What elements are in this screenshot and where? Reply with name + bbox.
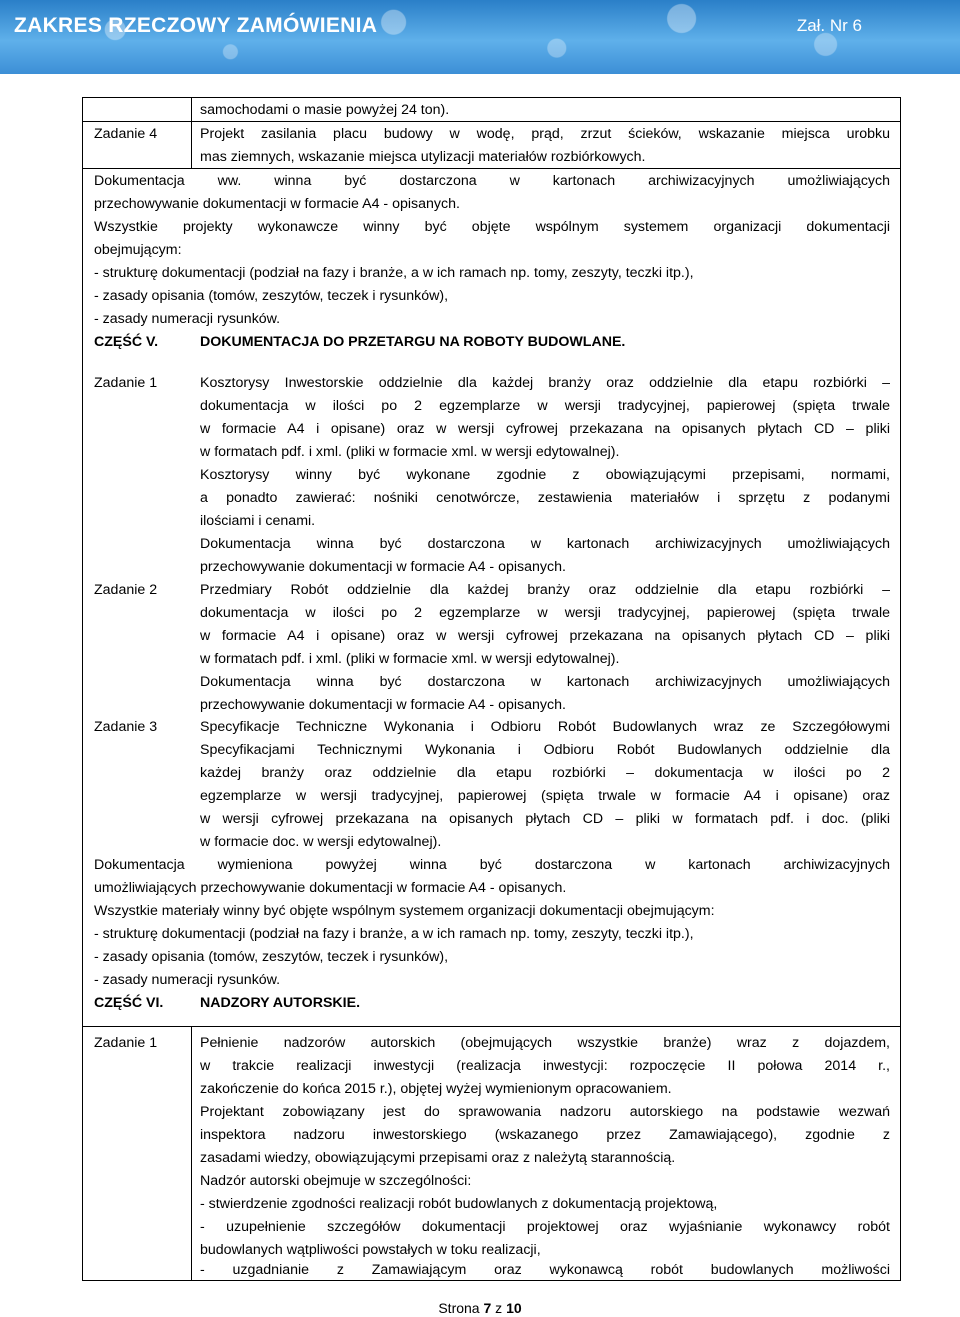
text-line: przechowywanie dokumentacji w formacie A4 - opisanych.	[200, 559, 566, 575]
text-line: Dokumentacja winna być dostarczona w kartonach archiwizacyjnych umożliwiających	[200, 674, 890, 690]
table-row-divider	[82, 168, 901, 169]
text-line: zakończenie do końca 2015 r.), objętej wyżej wymienionym opracowaniem.	[200, 1081, 672, 1097]
text-line: Nadzór autorski obejmuje w szczególności:	[200, 1173, 472, 1189]
text-line: Dokumentacja wymieniona powyżej winna być dostarczona w kartonach archiwizacyjnych	[94, 857, 890, 873]
section-label: CZĘŚĆ VI.	[94, 995, 164, 1011]
text-line: mas ziemnych, wskazanie miejsca utylizacji materiałów rozbiórkowych.	[200, 149, 646, 165]
section-title: DOKUMENTACJA DO PRZETARGU NA ROBOTY BUDOWLANE.	[200, 334, 626, 350]
text-line: egzemplarze w wersji tradycyjnej, papierowej (spięta trwale w formacie A4 i opisane) oraz	[200, 788, 890, 804]
text-line: Projekt zasilania placu budowy w wodę, prąd, zrzut ścieków, wskazanie miejsca urobku	[200, 126, 890, 142]
page-footer	[0, 1300, 960, 1316]
text-line: ilościami i cenami.	[200, 513, 316, 529]
text-line: Pełnienie nadzorów autorskich (obejmujących wszystkie branże) wraz z dojazdem,	[200, 1035, 890, 1051]
task-label: Zadanie 1	[94, 375, 158, 391]
text-line: Przedmiary Robót oddzielnie dla każdej branży oraz oddzielnie dla etapu rozbiórki –	[200, 582, 890, 598]
page-separator: z	[495, 1300, 503, 1316]
text-line: w formacie A4 i opisane) oraz w wersji cyfrowej przekazana na opisanych płytach CD – pliki	[200, 421, 890, 437]
page-prefix: Strona	[438, 1300, 480, 1316]
attachment-number: Zał. Nr 6	[796, 16, 862, 35]
table-border-right	[900, 97, 901, 1280]
text-line: budowlanych wątpliwości powstałych w toku realizacji,	[200, 1242, 541, 1258]
text-line: w formatach pdf. i xml. (pliki w formacie xml. w wersji edytowalnej).	[200, 444, 620, 460]
text-line: Specyfikacjami Technicznymi Wykonania i Odbioru Robót Budowlanych oddzielnie dla	[200, 742, 890, 758]
text-line: w formacie A4 i opisane) oraz w wersji cyfrowej przekazana na opisanych płytach CD – pliki	[200, 628, 890, 644]
table-border-top	[82, 97, 901, 98]
page-total: 10	[506, 1300, 522, 1316]
text-line: inspektora nadzoru inwestorskiego (wskazanego przez Zamawiającego), zgodnie z	[200, 1127, 890, 1143]
text-line: w formacie doc. w wersji edytowalnej).	[200, 834, 442, 850]
list-item: - zasady opisania (tomów, zeszytów, teczek i rysunków),	[94, 288, 449, 304]
text-line: Specyfikacje Techniczne Wykonania i Odbioru Robót Budowlanych wraz ze Szczegółowymi	[200, 719, 890, 735]
text-line: Wszystkie projekty wykonawcze winny być objęte wspólnym systemem organizacji dokumentacji	[94, 219, 890, 235]
task-label: Zadanie 1	[94, 1035, 158, 1051]
table-column-divider	[191, 1026, 192, 1280]
section-title: NADZORY AUTORSKIE.	[200, 995, 361, 1011]
text-line: obejmującym:	[94, 242, 182, 258]
header-banner	[0, 0, 960, 74]
list-item: - uzgadnianie z Zamawiającym oraz wykonawcą robót budowlanych możliwości	[200, 1262, 890, 1278]
text-line: dokumentacja w ilości po 2 egzemplarze w wersji tradycyjnej, papierowej (spięta trwale	[200, 605, 890, 621]
text-line: Kosztorysy Inwestorskie oddzielnie dla każdej branży oraz oddzielnie dla etapu rozbiórki –	[200, 375, 890, 391]
text-line: Wszystkie materiały winny być objęte wspólnym systemem organizacji dokumentacji obejmującym:	[94, 903, 715, 919]
text-line: przechowywanie dokumentacji w formacie A4 - opisanych.	[200, 697, 566, 713]
table-column-divider	[191, 97, 192, 168]
task-label: Zadanie 2	[94, 582, 158, 598]
text-line: przechowywanie dokumentacji w formacie A4 - opisanych.	[94, 196, 460, 212]
list-item: - zasady opisania (tomów, zeszytów, teczek i rysunków),	[94, 949, 449, 965]
text-line: dokumentacja w ilości po 2 egzemplarze w wersji tradycyjnej, papierowej (spięta trwale	[200, 398, 890, 414]
list-item: - strukturę dokumentacji (podział na fazy i branże, a w ich ramach np. tomy, zeszyty, teczki itp.),	[94, 265, 694, 281]
text-line: w trakcie realizacji inwestycji (realizacja inwestycji: rozpoczęcie II połowa 2014 r.,	[200, 1058, 890, 1074]
task-label: Zadanie 4	[94, 126, 158, 142]
list-item: - zasady numeracji rysunków.	[94, 311, 281, 327]
table-border-bottom	[82, 1280, 901, 1281]
text-line: Dokumentacja ww. winna być dostarczona w kartonach archiwizacyjnych umożliwiających	[94, 173, 890, 189]
list-item: - strukturę dokumentacji (podział na fazy i branże, a w ich ramach np. tomy, zeszyty, teczki itp.),	[94, 926, 694, 942]
text-line: a ponadto zawierać: nośniki cenotwórcze, zestawienia materiałów i sprzętu z podanymi	[200, 490, 890, 506]
list-item: - stwierdzenie zgodności realizacji robót budowlanych z dokumentacją projektową,	[200, 1196, 718, 1212]
list-item: - uzupełnienie szczegółów dokumentacji projektowej oraz wyjaśnianie wykonawcy robót	[200, 1219, 890, 1235]
document-title: ZAKRES RZECZOWY ZAMÓWIENIA	[14, 14, 378, 37]
text-line: samochodami o masie powyżej 24 ton).	[200, 102, 450, 118]
text-line: Projektant zobowiązany jest do sprawowania nadzoru autorskiego na podstawie wezwań	[200, 1104, 890, 1120]
text-line: każdej branży oraz oddzielnie dla etapu rozbiórki – dokumentacja w ilości po 2	[200, 765, 890, 781]
text-line: w wersji cyfrowej przekazana na opisanych płytach CD – pliki w formatach pdf. i doc. (pliki	[200, 811, 890, 827]
section-label: CZĘŚĆ V.	[94, 334, 159, 350]
table-row-divider	[82, 1026, 901, 1027]
text-line: Dokumentacja winna być dostarczona w kartonach archiwizacyjnych umożliwiających	[200, 536, 890, 552]
table-row-divider	[82, 121, 901, 122]
text-line: Kosztorysy winny być wykonane zgodnie z obowiązującymi przepisami, normami,	[200, 467, 890, 483]
table-border-left	[82, 97, 83, 1280]
text-line: umożliwiających przechowywanie dokumentacji w formacie A4 - opisanych.	[94, 880, 567, 896]
text-line: zasadami wiedzy, obowiązującymi przepisami oraz z należytą starannością.	[200, 1150, 676, 1166]
text-line: w formatach pdf. i xml. (pliki w formacie xml. w wersji edytowalnej).	[200, 651, 620, 667]
page-number: 7	[483, 1300, 492, 1316]
list-item: - zasady numeracji rysunków.	[94, 972, 281, 988]
task-label: Zadanie 3	[94, 719, 158, 735]
